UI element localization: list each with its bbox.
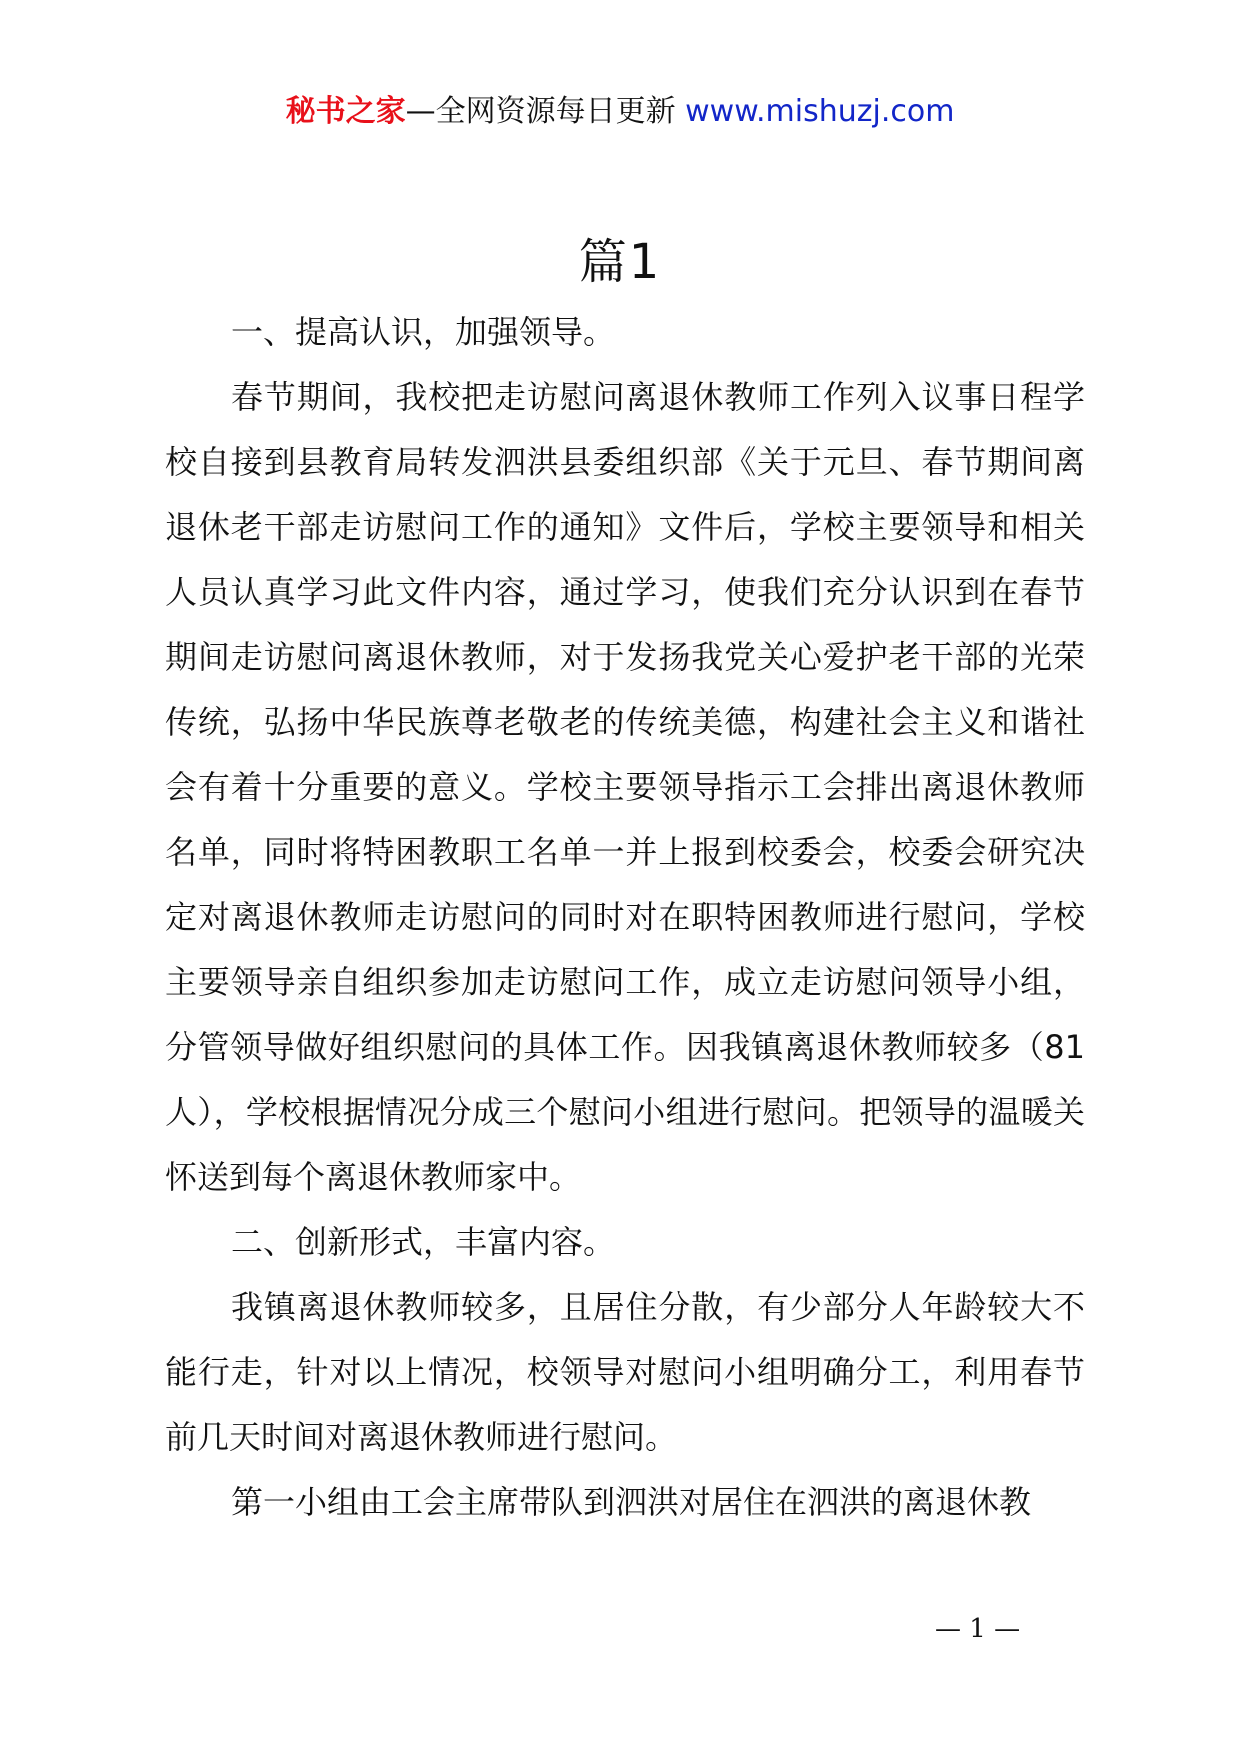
brand-name: 秘书之家 [285, 94, 406, 129]
document-body [165, 300, 1085, 1535]
document-title: 篇1 [578, 234, 662, 290]
body-paragraph-3: 第一小组由工会主席带队到泗洪对居住在泗洪的离退休教 [231, 1483, 1032, 1521]
body-paragraph-2: 我镇离退休教师较多，且居住分散，有少部分人年龄较大不能行走，针对以上情况，校领导对慰问小组明确分工，利用春节前几天时间对离退休教师进行慰问。 [165, 1288, 1085, 1456]
body-paragraph-1: 春节期间，我校把走访慰问离退休教师工作列入议事日程学校自接到县教育局转发泗洪县委组织部《关于元旦、春节期间离退休老干部走访慰问工作的通知》文件后，学校主要领导和相关人员认真学习此文件内容，通过学习，使我们充分认识到在春节期间走访慰问离退休教师，对于发扬我党关心爱护老干部的光荣传统，弘扬中华民族尊老敬老的传统美德，构建社会主义和谐社会有着十分重要的意义。学校主要领导指示工会排出离退休教师名单，同时将特困教职工名单一并上报到校委会，校委会研究决定对离退休教师走访慰问的同时对在职特困教师进行慰问，学校主要领导亲自组织参加走访慰问工作，成立走访慰问领导小组，分管领导做好组织慰问的具体工作。因我镇离退休教师较多（81人），学校根据情况分成三个慰问小组进行慰问。把领导的温暖关怀送到每个离退休教师家中。 [165, 378, 1085, 1196]
site-banner [0, 92, 1240, 132]
page-number: — 1 — [935, 1614, 1021, 1644]
banner-tagline: —全网资源每日更新 [405, 94, 686, 129]
section-heading-1: 一、提高认识，加强领导。 [231, 313, 616, 351]
site-url-link[interactable]: www.mishuzj.com [685, 94, 955, 129]
section-heading-2: 二、创新形式，丰富内容。 [231, 1223, 616, 1261]
